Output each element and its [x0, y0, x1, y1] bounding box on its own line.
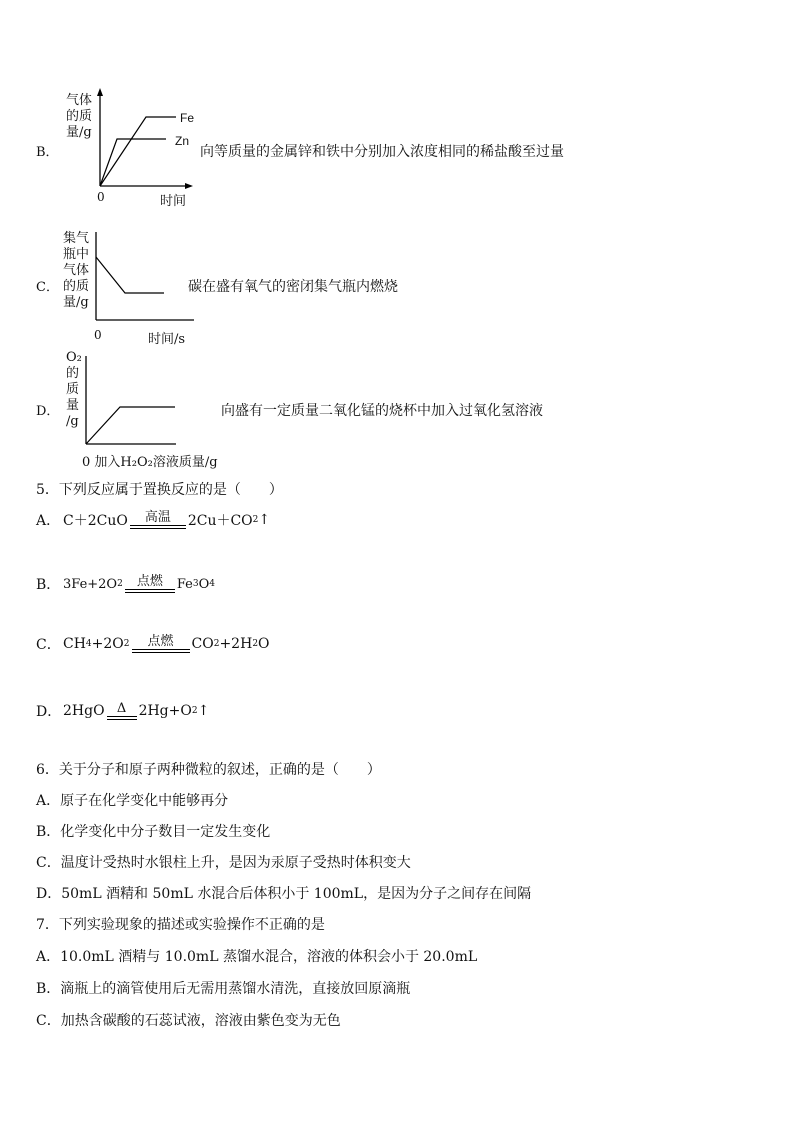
option-description: 向盛有一定质量二氧化锰的烧杯中加入过氧化氢溶液: [221, 403, 543, 419]
option-label: C．: [36, 280, 59, 295]
option-label: D．: [36, 404, 60, 419]
zn-label: Zn: [175, 134, 190, 148]
y-axis-label: 气体 的质 量/g: [66, 93, 93, 140]
option-b: B．化学变化中分子数目一定发生变化: [36, 824, 271, 840]
option-a: A．原子在化学变化中能够再分: [36, 793, 229, 809]
reaction-condition: 点燃: [132, 635, 190, 653]
option-c: C．温度计受热时水银柱上升，是因为汞原子受热时体积变大: [36, 855, 411, 871]
x-axis-label: 0 加入H₂O₂溶液质量/g: [82, 455, 218, 470]
option-a: A．10.0mL 酒精与 10.0mL 蒸馏水混合，溶液的体积会小于 20.0mL: [36, 949, 478, 965]
q5-option-a: A． C＋2CuO 高温 2Cu＋CO 2 ↑: [36, 510, 271, 529]
option-description: 向等质量的金属锌和铁中分别加入浓度相同的稀盐酸至过量: [200, 144, 564, 160]
question-stem: 6．关于分子和原子两种微粒的叙述，正确的是（ ）: [36, 762, 381, 778]
option-b: B．滴瓶上的滴管使用后无需用蒸馏水清洗，直接放回原滴瓶: [36, 981, 411, 997]
fe-label: Fe: [180, 111, 195, 125]
option-d: D．50mL 酒精和 50mL 水混合后体积小于 100mL，是因为分子之间存在间隔: [36, 886, 532, 902]
x-axis-label: 时间: [160, 194, 187, 209]
option-c: C．加热含碳酸的石蕊试液，溶液由紫色变为无色: [36, 1013, 341, 1029]
o2-mass-curve: [86, 407, 175, 444]
y-axis-label: 集气 瓶中 气体 的质 量/g: [63, 231, 90, 310]
q5-option-d: D． 2HgO Δ 2Hg+O 2 ↑: [36, 701, 210, 720]
y-axis-label: O₂ 的 质 量 /g: [66, 350, 82, 429]
reaction-condition: 高温: [130, 511, 186, 529]
reaction-condition: Δ: [107, 702, 137, 720]
q5-option-b: B． 3Fe+2O 2 点燃 Fe 3 O 4: [36, 574, 215, 593]
origin-label: 0: [97, 190, 105, 204]
question-stem: 5．下列反应属于置换反应的是（ ）: [36, 482, 283, 498]
option-label: B．: [36, 145, 59, 160]
origin-label: 0: [94, 328, 102, 342]
option-description: 碳在盛有氧气的密闭集气瓶内燃烧: [188, 279, 398, 295]
x-axis-label: 时间/s: [148, 332, 186, 347]
reaction-condition: 点燃: [125, 575, 175, 593]
q5-option-c: C． CH 4 +2O 2 点燃 CO 2 +2H 2 O: [36, 634, 270, 653]
question-stem: 7．下列实验现象的描述或实验操作不正确的是: [36, 917, 325, 933]
